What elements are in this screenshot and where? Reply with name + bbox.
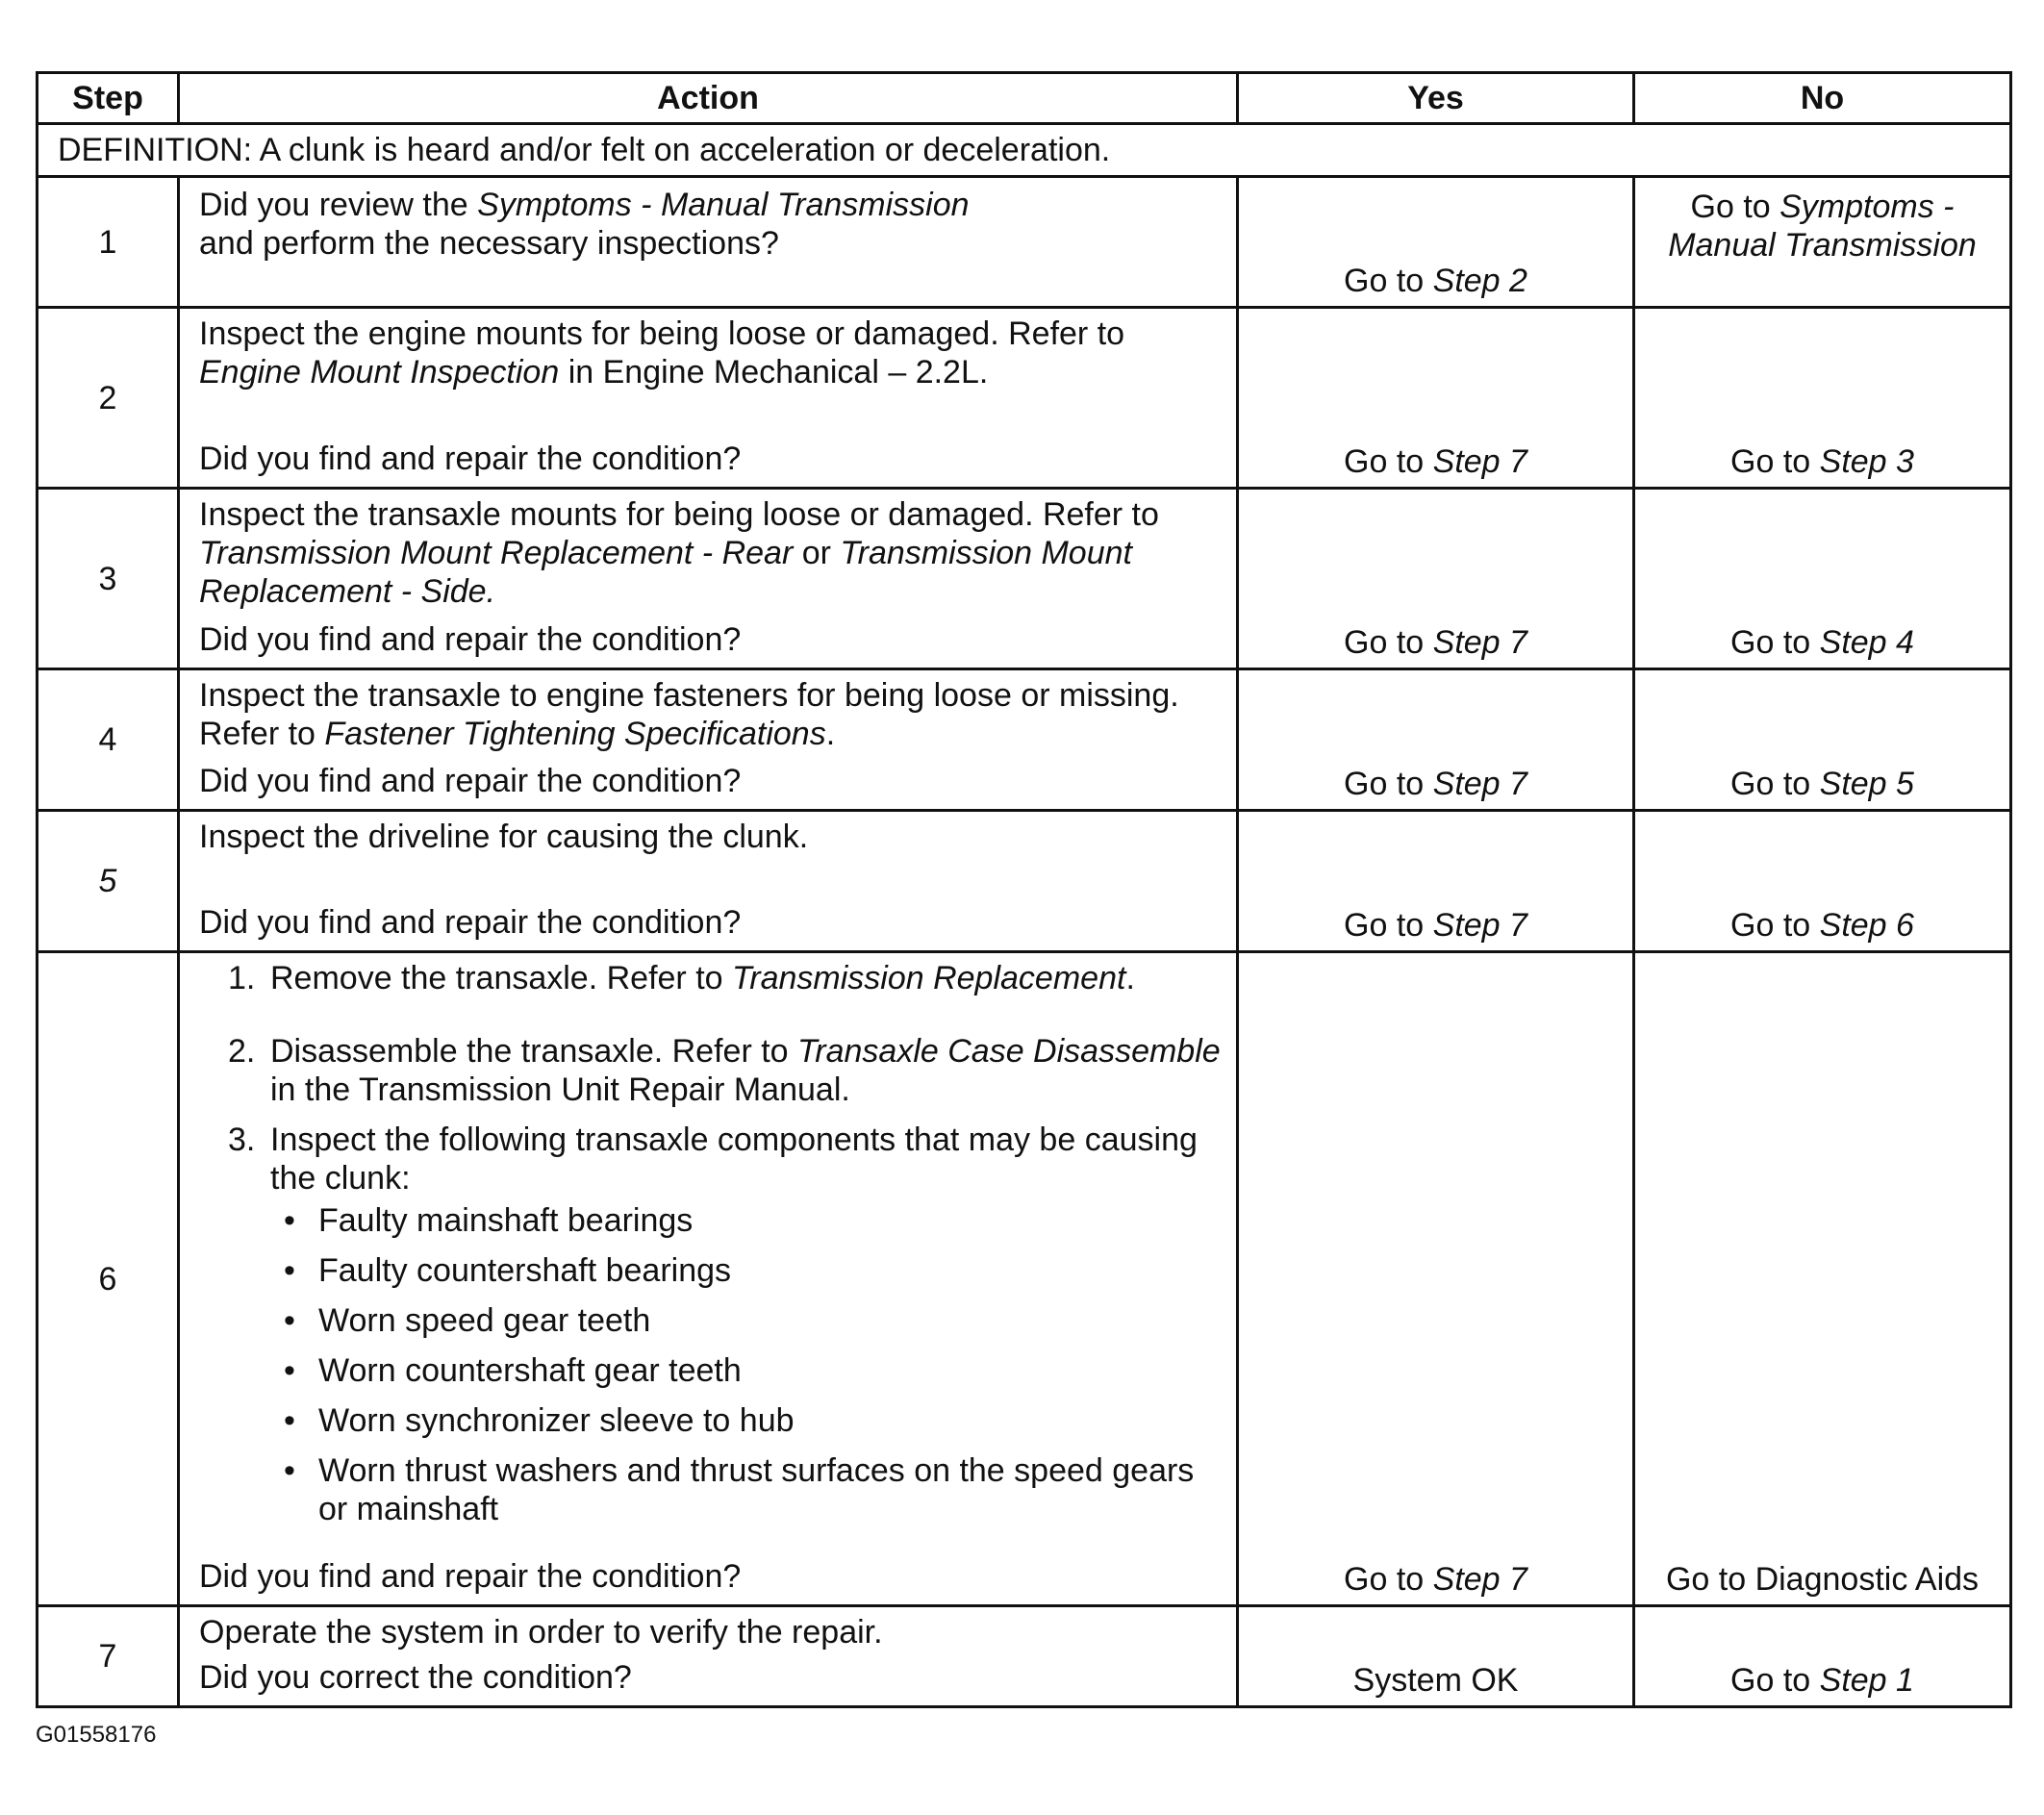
no-cell: Go to Step 4 xyxy=(1634,489,2011,669)
table-row xyxy=(38,489,2011,669)
procedure-list xyxy=(199,959,1224,1528)
reference-link: Transmission Mount Replacement - Rear xyxy=(199,535,794,571)
yes-cell: Go to Step 7 xyxy=(1238,489,1634,669)
action-text: Inspect the engine mounts for being loose or damaged. Refer to Engine Mount Inspection in Engine Mechanical – 2.2L. xyxy=(199,315,1125,391)
question-text: Did you find and repair the condition? xyxy=(199,441,742,477)
question-text: Did you correct the condition? xyxy=(199,1659,632,1696)
table-row xyxy=(38,811,2011,952)
definition-text: DEFINITION: A clunk is heard and/or felt on acceleration or deceleration. xyxy=(38,124,2011,177)
table-row xyxy=(38,669,2011,811)
header-action: Action xyxy=(179,73,1238,124)
header-step: Step xyxy=(38,73,179,124)
reference-link: Fastener Tightening Specifications xyxy=(324,716,826,752)
list-item: • Worn thrust washers and thrust surfaces on the speed gears or mainshaft xyxy=(284,1452,1195,1527)
table-row xyxy=(38,177,2011,308)
action-text: Inspect the transaxle to engine fasteners for being loose or missing. Refer to Fastener Tightening Specifications. xyxy=(199,677,1179,752)
no-cell: Go to Diagnostic Aids xyxy=(1634,952,2011,1606)
step-number: 1 xyxy=(38,177,179,308)
step-number: 4 xyxy=(38,669,179,811)
action-text: Operate the system in order to verify the repair. xyxy=(199,1614,883,1651)
definition-row xyxy=(38,124,2011,177)
yes-cell: Go to Step 7 xyxy=(1238,952,1634,1606)
yes-cell: Go to Step 7 xyxy=(1238,308,1634,489)
no-cell: Go to Step 5 xyxy=(1634,669,2011,811)
step-number: 7 xyxy=(38,1606,179,1707)
action-cell xyxy=(179,669,1238,811)
step-number: 6 xyxy=(38,952,179,1606)
yes-cell: Go to Step 7 xyxy=(1238,811,1634,952)
action-cell xyxy=(179,489,1238,669)
reference-link: Transmission Replacement xyxy=(732,960,1126,996)
step-number: 5 xyxy=(38,811,179,952)
table-row xyxy=(38,952,2011,1606)
yes-cell: System OK xyxy=(1238,1606,1634,1707)
no-cell: Go to Step 3 xyxy=(1634,308,2011,489)
action-cell xyxy=(179,177,1238,308)
action-text: Did you review the Symptoms - Manual Transmission and perform the necessary inspections? xyxy=(199,187,970,262)
procedure-item: 3. Inspect the following transaxle components that may be causing the clunk: • Faulty mainshaft bearings • Faulty countershaft bearings • Worn speed gear teeth • Worn countershaft gear teeth • Worn synchronizer sleeve to hub • Worn thrust washers and thrust surfaces on the speed gears or mainshaft xyxy=(199,1121,1224,1528)
no-cell: Go to Step 1 xyxy=(1634,1606,2011,1707)
list-item: • Worn speed gear teeth xyxy=(284,1302,651,1339)
list-item: • Faulty countershaft bearings xyxy=(284,1252,732,1289)
reference-link: Transmission Mount Replacement - Side. xyxy=(199,535,1132,610)
header-yes: Yes xyxy=(1238,73,1634,124)
table-row xyxy=(38,308,2011,489)
header-no: No xyxy=(1634,73,2011,124)
header-row xyxy=(38,73,2011,124)
action-cell xyxy=(179,1606,1238,1707)
table-row xyxy=(38,1606,2011,1707)
action-cell xyxy=(179,952,1238,1606)
no-cell: Go to Step 6 xyxy=(1634,811,2011,952)
reference-link: Engine Mount Inspection xyxy=(199,354,560,391)
figure-id: G01558176 xyxy=(36,1722,157,1748)
question-text: Did you find and repair the condition? xyxy=(199,1558,742,1595)
procedure-item: 2. Disassemble the transaxle. Refer to Transaxle Case Disassemble in the Transmission Unit Repair Manual. xyxy=(228,1033,1221,1108)
procedure-item: 1. Remove the transaxle. Refer to Transmission Replacement. xyxy=(228,960,1135,996)
question-text: Did you find and repair the condition? xyxy=(199,763,742,799)
action-cell xyxy=(179,811,1238,952)
no-cell: Go to Symptoms - Manual Transmission xyxy=(1634,177,2011,308)
step-number: 2 xyxy=(38,308,179,489)
action-text: Inspect the transaxle mounts for being loose or damaged. Refer to Transmission Mount Replacement - Rear or Transmission Mount Replacement - Side. xyxy=(199,496,1159,610)
list-item: • Worn synchronizer sleeve to hub xyxy=(284,1402,795,1439)
reference-link: Transaxle Case Disassemble xyxy=(797,1033,1221,1070)
action-text: Inspect the driveline for causing the clunk. xyxy=(199,819,809,855)
question-text: Did you find and repair the condition? xyxy=(199,621,742,658)
reference-link: Symptoms - Manual Transmission xyxy=(477,187,970,223)
list-item: • Worn countershaft gear teeth xyxy=(284,1352,742,1389)
diagnostic-table xyxy=(36,71,2012,1708)
yes-cell: Go to Step 2 xyxy=(1238,177,1634,308)
action-cell xyxy=(179,308,1238,489)
yes-cell: Go to Step 7 xyxy=(1238,669,1634,811)
list-item: • Faulty mainshaft bearings xyxy=(284,1202,694,1239)
component-list xyxy=(270,1201,1224,1528)
step-number: 3 xyxy=(38,489,179,669)
question-text: Did you find and repair the condition? xyxy=(199,904,742,941)
